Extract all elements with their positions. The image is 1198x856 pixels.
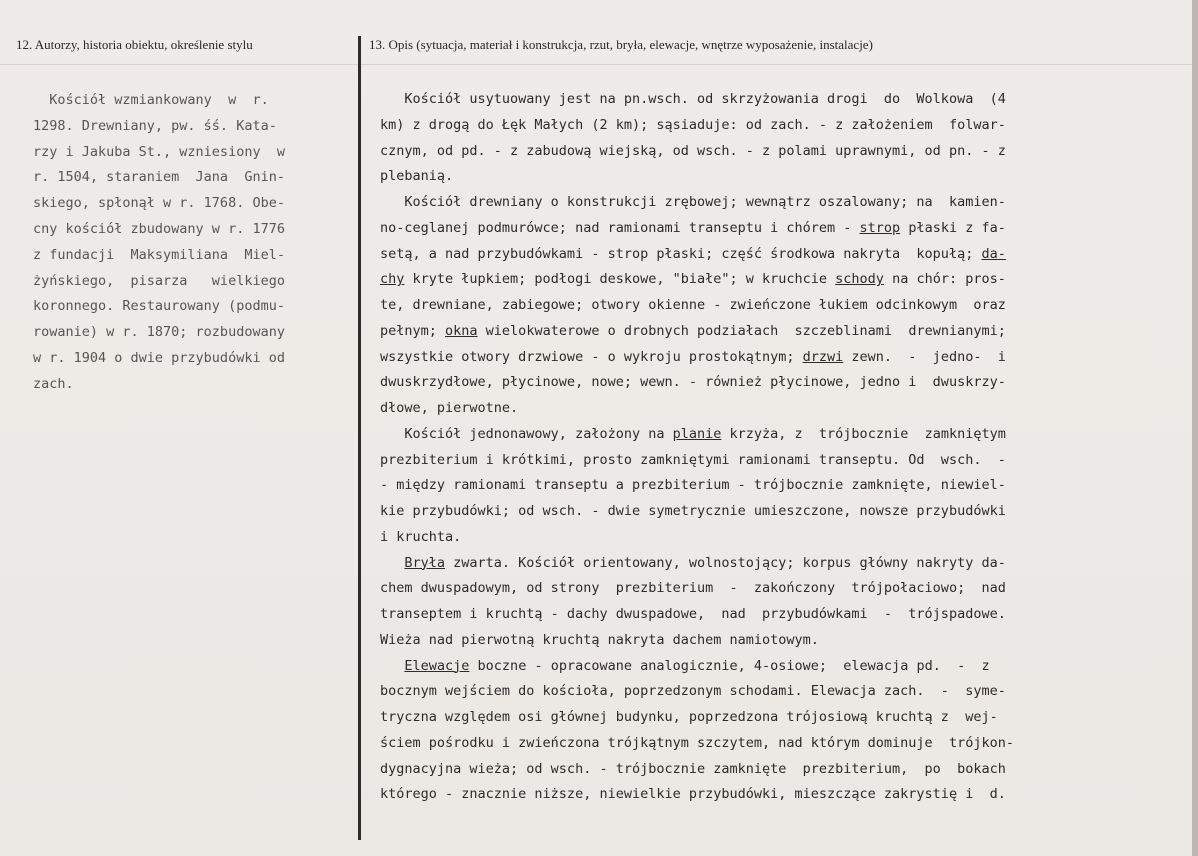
history-line: koronnego. Restaurowany (podmu- xyxy=(33,298,285,315)
description-line xyxy=(380,293,1014,319)
text-segment: bocznym wejściem do kościoła, poprzedzonym schodami. Elewacja zach. - syme- xyxy=(380,683,1006,700)
description-line xyxy=(380,602,1014,628)
text-segment: Kościół usytuowany jest na pn.wsch. od skrzyżowania drogi do Wolkowa (4 xyxy=(380,91,1006,107)
text-segment: - między ramionami transeptu a prezbiterium - trójbocznie zamknięte, niewiel- xyxy=(380,477,1006,494)
history-line: z fundacji Maksymiliana Miel- xyxy=(33,246,285,263)
description-line xyxy=(380,731,1014,757)
underlined-term: da- xyxy=(981,245,1006,262)
description-line xyxy=(380,679,1014,705)
underlined-term: chy xyxy=(380,271,405,288)
column-divider xyxy=(358,36,361,840)
description-line xyxy=(380,757,1014,783)
history-line: Kościół wzmiankowany w r. xyxy=(33,92,269,108)
description-line xyxy=(380,525,1014,551)
history-line: cny kościół zbudowany w r. 1776 xyxy=(33,220,285,237)
text-segment: boczne - opracowane analogicznie, 4-osiowe; elewacja pd. - z xyxy=(469,657,990,674)
description-line xyxy=(380,319,1014,345)
text-segment: setą, a nad przybudówkami - strop płaski; część środkowa nakryta kopułą; xyxy=(380,245,982,262)
text-segment: km) z drogą do Łęk Małych (2 km); sąsiaduje: od zach. - z założeniem folwar- xyxy=(380,116,1006,133)
text-segment: transeptem i kruchtą - dachy dwuspadowe, nad przybudówkami - trójspadowe. xyxy=(380,606,1006,622)
section-13-heading: 13. Opis (sytuacja, materiał i konstrukcja, rzut, bryła, elewacje, wnętrze wyposażenie, instalacje) xyxy=(369,37,873,52)
text-segment: zwarta. Kościół orientowany, wolnostojący; korpus główny nakryty da- xyxy=(445,554,1006,571)
header-rule xyxy=(0,64,1192,65)
text-segment: kie przybudówki; od wsch. - dwie symetrycznie umieszczone, nowsze przybudówki xyxy=(380,503,1006,519)
section-12-heading: 12. Autorzy, historia obiektu, określenie stylu xyxy=(16,37,253,52)
description-line xyxy=(380,628,1014,654)
description-line xyxy=(380,576,1014,602)
text-segment: zewn. - jedno- i xyxy=(843,348,1006,365)
text-segment: chem dwuspadowym, od strony prezbiterium - zakończony trójpołaciowo; nad xyxy=(380,580,1006,597)
text-segment: Kościół jednonawowy, założony na xyxy=(380,425,673,442)
history-line: żyńskiego, pisarza wielkiego xyxy=(33,272,285,289)
text-segment xyxy=(380,555,404,571)
text-segment: wszystkie otwory drzwiowe - o wykroju prostokątnym; xyxy=(380,348,803,365)
text-segment: wielokwaterowe o drobnych podziałach szczeblinami drewnianymi; xyxy=(477,322,1006,339)
text-segment: krzyża, z trójbocznie zamkniętym xyxy=(721,425,1006,442)
description-text xyxy=(380,87,1014,808)
text-segment: Wieża nad pierwotną kruchtą nakryta dachem namiotowym. xyxy=(380,631,819,648)
description-line xyxy=(380,551,1014,577)
text-segment: te, drewniane, zabiegowe; otwory okienne - zwieńczone łukiem odcinkowym oraz xyxy=(380,297,1006,313)
history-line: 1298. Drewniany, pw. śś. Kata- xyxy=(33,117,277,134)
description-line xyxy=(380,499,1014,525)
history-line: rowanie) w r. 1870; rozbudowany xyxy=(33,324,285,341)
text-segment: płaski z fa- xyxy=(900,219,1006,236)
description-line xyxy=(380,113,1014,139)
text-segment: dłowe, pierwotne. xyxy=(380,400,519,416)
history-line: rzy i Jakuba St., wzniesiony w xyxy=(33,143,285,160)
underlined-term: drzwi xyxy=(802,348,844,365)
description-line xyxy=(380,782,1014,808)
history-line: skiego, spłonął w r. 1768. Obe- xyxy=(33,195,285,212)
description-line xyxy=(380,345,1014,371)
description-line xyxy=(380,267,1014,293)
text-segment: kryte łupkiem; podłogi deskowe, "białe"; w kruchcie xyxy=(404,271,836,288)
description-line xyxy=(380,242,1014,268)
underlined-term: Elewacje xyxy=(404,657,470,674)
text-segment: którego - znacznie niższe, niewielkie przybudówki, mieszczące zakrystię i d. xyxy=(380,786,1006,803)
underlined-term: okna xyxy=(445,322,478,339)
description-line xyxy=(380,422,1014,448)
description-line xyxy=(380,370,1014,396)
text-segment: plebanią. xyxy=(380,168,454,185)
text-segment: dwuskrzydłowe, płycinowe, nowe; wewn. - również płycinowe, jedno i dwuskrzy- xyxy=(380,374,1006,391)
description-line xyxy=(380,654,1014,680)
history-line: zach. xyxy=(33,375,74,392)
text-segment: dygnacyjna wieża; od wsch. - trójbocznie zamknięte prezbiterium, po bokach xyxy=(380,760,1006,777)
page-edge xyxy=(1192,0,1198,856)
underlined-term: strop xyxy=(859,219,901,236)
text-segment: no-ceglanej podmurówce; nad ramionami transeptu i chórem - xyxy=(380,219,860,236)
text-segment: cznym, od pd. - z zabudową wiejską, od wsch. - z polami uprawnymi, od pn. - z xyxy=(380,142,1006,159)
description-line xyxy=(380,396,1014,422)
text-segment xyxy=(380,658,404,674)
text-segment: tryczna względem osi głównej budynku, poprzedzona trójosiową kruchtą z wej- xyxy=(380,709,998,725)
description-line xyxy=(380,448,1014,474)
history-text xyxy=(33,88,285,398)
text-segment: na chór: pros- xyxy=(883,271,1006,288)
text-segment: Kościół drewniany o konstrukcji zrębowej; wewnątrz oszalowany; na kamien- xyxy=(380,194,1006,210)
description-line xyxy=(380,473,1014,499)
underlined-term: schody xyxy=(835,271,884,288)
text-segment: ściem pośrodku i zwieńczona trójkątnym szczytem, nad którym dominuje trójkon- xyxy=(380,734,1014,751)
text-segment: pełnym; xyxy=(380,322,446,339)
description-line xyxy=(380,190,1014,216)
description-line xyxy=(380,87,1014,113)
description-line xyxy=(380,139,1014,165)
description-line xyxy=(380,216,1014,242)
history-line: w r. 1904 o dwie przybudówki od xyxy=(33,349,285,366)
history-line: r. 1504, staraniem Jana Gnin- xyxy=(33,169,285,186)
description-line xyxy=(380,705,1014,731)
description-line xyxy=(380,164,1014,190)
underlined-term: planie xyxy=(672,425,722,442)
underlined-term: Bryła xyxy=(404,554,446,571)
text-segment: prezbiterium i krótkimi, prosto zamkniętymi ramionami transeptu. Od wsch. - xyxy=(380,451,1006,468)
text-segment: i kruchta. xyxy=(380,528,462,545)
